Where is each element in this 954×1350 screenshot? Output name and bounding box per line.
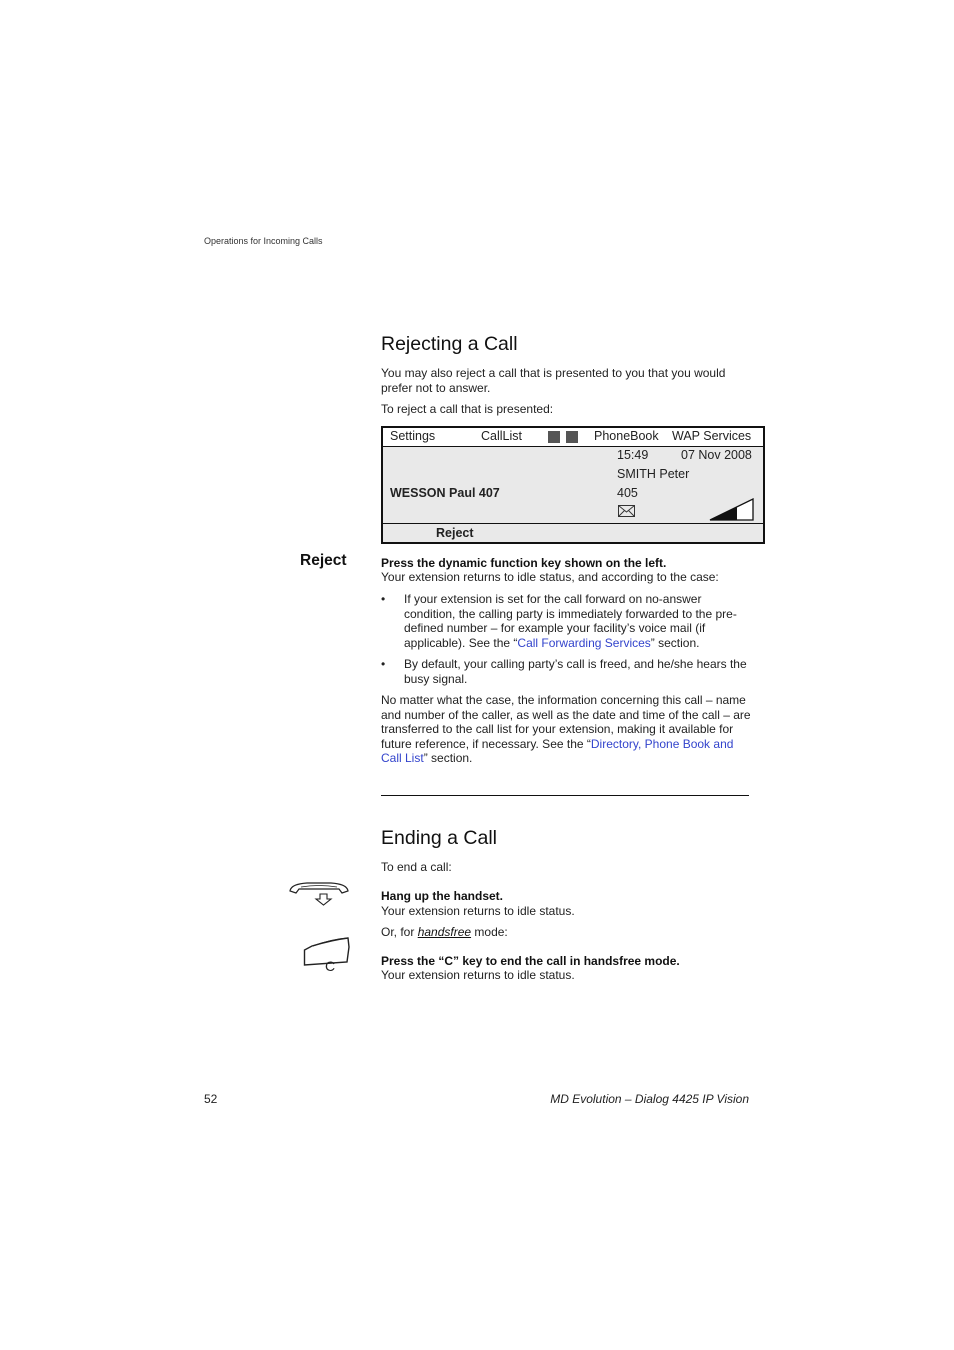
reject-lead: To reject a call that is presented:	[381, 402, 554, 416]
bullet-tail: ” section.	[650, 635, 700, 650]
handsfree-note	[381, 925, 508, 940]
end-lead: To end a call:	[381, 860, 452, 874]
handsfree-suffix: mode:	[471, 925, 508, 939]
step-hang-up: Hang up the handset.	[381, 889, 504, 903]
reject-instruction: Press the dynamic function key shown on the left.	[381, 556, 667, 570]
bullet-dot: •	[381, 592, 386, 606]
signal-strength-icon	[709, 498, 755, 521]
call-list-note	[381, 693, 753, 766]
call-forwarding-link[interactable]: Call Forwarding Services	[517, 635, 651, 650]
status-block-icon	[566, 431, 578, 443]
status-block-icon	[548, 431, 560, 443]
bullet-dot: •	[381, 657, 386, 671]
reject-cases-list	[381, 592, 751, 693]
step-hang-up-result: Your extension returns to idle status.	[381, 904, 575, 918]
display-time: 15:49	[617, 448, 649, 462]
section-title-rejecting: Rejecting a Call	[381, 333, 518, 355]
directory-link[interactable]: Directory, Phone Book and Call List	[381, 736, 734, 765]
bullet-text: If your extension is set for the call forward on no-answer condition, the calling party is immediately forwarded to the pre-defined number – for example your facility’s voice mail (if applicable). See the “	[404, 592, 737, 650]
display-menu-bar	[383, 428, 763, 447]
note-tail: ” section.	[423, 751, 473, 765]
side-label-reject: Reject	[300, 552, 347, 569]
section-divider	[381, 795, 749, 796]
running-header: Operations for Incoming Calls	[204, 236, 323, 246]
softkey-reject[interactable]: Reject	[436, 526, 474, 540]
envelope-icon	[618, 505, 636, 518]
section-title-ending: Ending a Call	[381, 827, 497, 849]
step-c-key: Press the “C” key to end the call in handsfree mode.	[381, 954, 680, 968]
page-number: 52	[204, 1092, 218, 1106]
display-caller-name: SMITH Peter	[617, 467, 690, 481]
handsfree-prefix: Or, for	[381, 925, 418, 939]
reject-result: Your extension returns to idle status, and according to the case:	[381, 570, 719, 584]
display-body	[383, 448, 763, 522]
menu-wap-services: WAP Services	[672, 429, 752, 443]
menu-phonebook: PhoneBook	[594, 429, 659, 443]
step-c-key-result: Your extension returns to idle status.	[381, 968, 575, 982]
product-name: MD Evolution – Dialog 4425 IP Vision	[550, 1092, 749, 1106]
reject-intro: You may also reject a call that is presented to you that you would prefer not to answer.	[381, 366, 726, 395]
menu-settings: Settings	[390, 429, 436, 443]
display-date: 07 Nov 2008	[681, 448, 752, 462]
menu-calllist: CallList	[481, 429, 522, 443]
handsfree-link[interactable]: handsfree	[417, 925, 472, 939]
list-item	[381, 657, 751, 686]
note-text: No matter what the case, the information concerning this call – name and number of the caller, as well as the date and time of the call – are transferred to the call list for your extension, making it available for future reference, if necessary. See the “	[381, 693, 751, 751]
list-item	[381, 592, 751, 650]
phone-display	[381, 426, 765, 544]
display-own-extension: WESSON Paul 407	[390, 486, 500, 500]
bullet-text: By default, your calling party’s call is freed, and he/she hears the busy signal.	[404, 657, 747, 686]
display-softkey-bar	[383, 523, 763, 543]
display-caller-number: 405	[617, 486, 638, 500]
c-key-label: C	[325, 958, 336, 974]
hang-up-handset-icon	[287, 880, 351, 906]
